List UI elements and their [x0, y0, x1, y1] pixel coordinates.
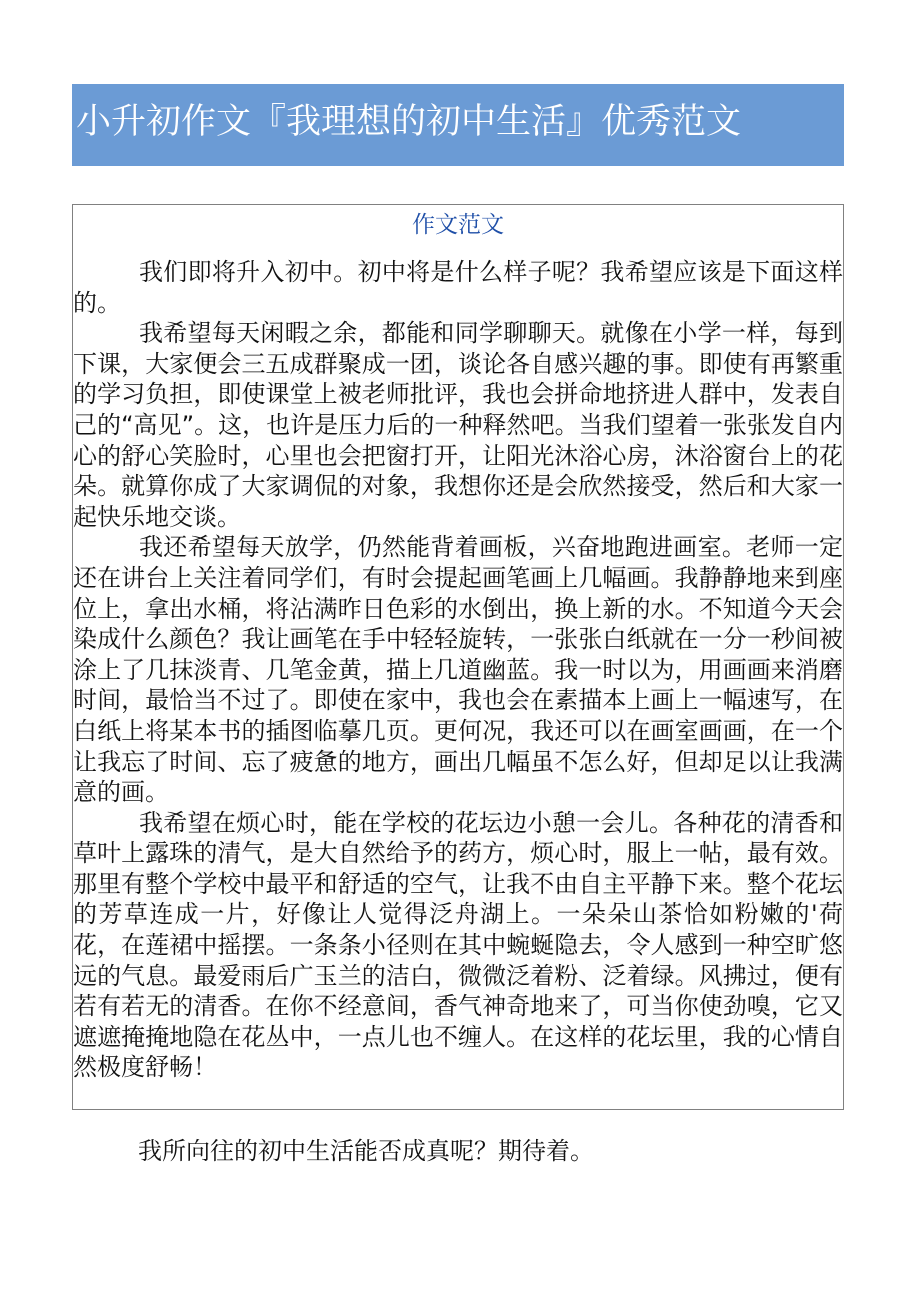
essay-box: [72, 204, 844, 1110]
closing-line: 我所向往的初中生活能否成真呢？期待着。: [138, 1137, 594, 1165]
essay-paragraph-4: 我希望在烦心时，能在学校的花坛边小憩一会儿。各种花的清香和草叶上露珠的清气，是大自然给予的药方，烦心时，服上一帖，最有效。那里有整个学校中最平和舒适的空气，让我不由自主平静下来。整个花坛的芳草连成一片，好像让人觉得泛舟湖上。一朵朵山茶恰如粉嫩的'荷花，在莲裙中摇摆。一条条小径则在其中蜿蜒隐去，令人感到一种空旷悠远的气息。最爱雨后广玉兰的洁白，微微泛着粉、泛着绿。风拂过，便有若有若无的清香。在你不经意间，香气神奇地来了，可当你使劲嗅，它又遮遮掩掩地隐在花丛中，一点儿也不缠人。在这样的花坛里，我的心情自然极度舒畅！: [73, 808, 843, 1082]
essay-heading: 作文范文: [412, 212, 504, 238]
essay-paragraph-2: 我希望每天闲暇之余，都能和同学聊聊天。就像在小学一样，每到下课，大家便会三五成群聚成一团，谈论各自感兴趣的事。即使有再繁重的学习负担，即使课堂上被老师批评，我也会拼命地挤进人群中，发表自己的“高见”。这，也许是压力后的一种释然吧。当我们望着一张张发自内心的舒心笑脸时，心里也会把窗打开，让阳光沐浴心房，沐浴窗台上的花朵。就算你成了大家调侃的对象，我想你还是会欣然接受，然后和大家一起快乐地交谈。: [73, 319, 843, 531]
title-banner: [72, 84, 844, 166]
page-title: 小升初作文『我理想的初中生活』优秀范文: [76, 102, 742, 142]
essay-paragraph-1: 我们即将升入初中。初中将是什么样子呢？我希望应该是下面这样的。: [73, 258, 843, 317]
essay-paragraph-3: 我还希望每天放学，仍然能背着画板，兴奋地跑进画室。老师一定还在讲台上关注着同学们，有时会提起画笔画上几幅画。我静静地来到座位上，拿出水桶，将沾满昨日色彩的水倒出，换上新的水。不知道今天会染成什么颜色？我让画笔在手中轻轻旋转，一张张白纸就在一分一秒间被涂上了几抹淡青、几笔金黄，描上几道幽蓝。我一时以为，用画画来消磨时间，最恰当不过了。即使在家中，我也会在素描本上画上一幅速写，在白纸上将某本书的插图临摹几页。更何况，我还可以在画室画画，在一个让我忘了时间、忘了疲惫的地方，画出几幅虽不怎么好，但却足以让我满意的画。: [73, 533, 843, 807]
essay-body: [73, 257, 843, 1083]
